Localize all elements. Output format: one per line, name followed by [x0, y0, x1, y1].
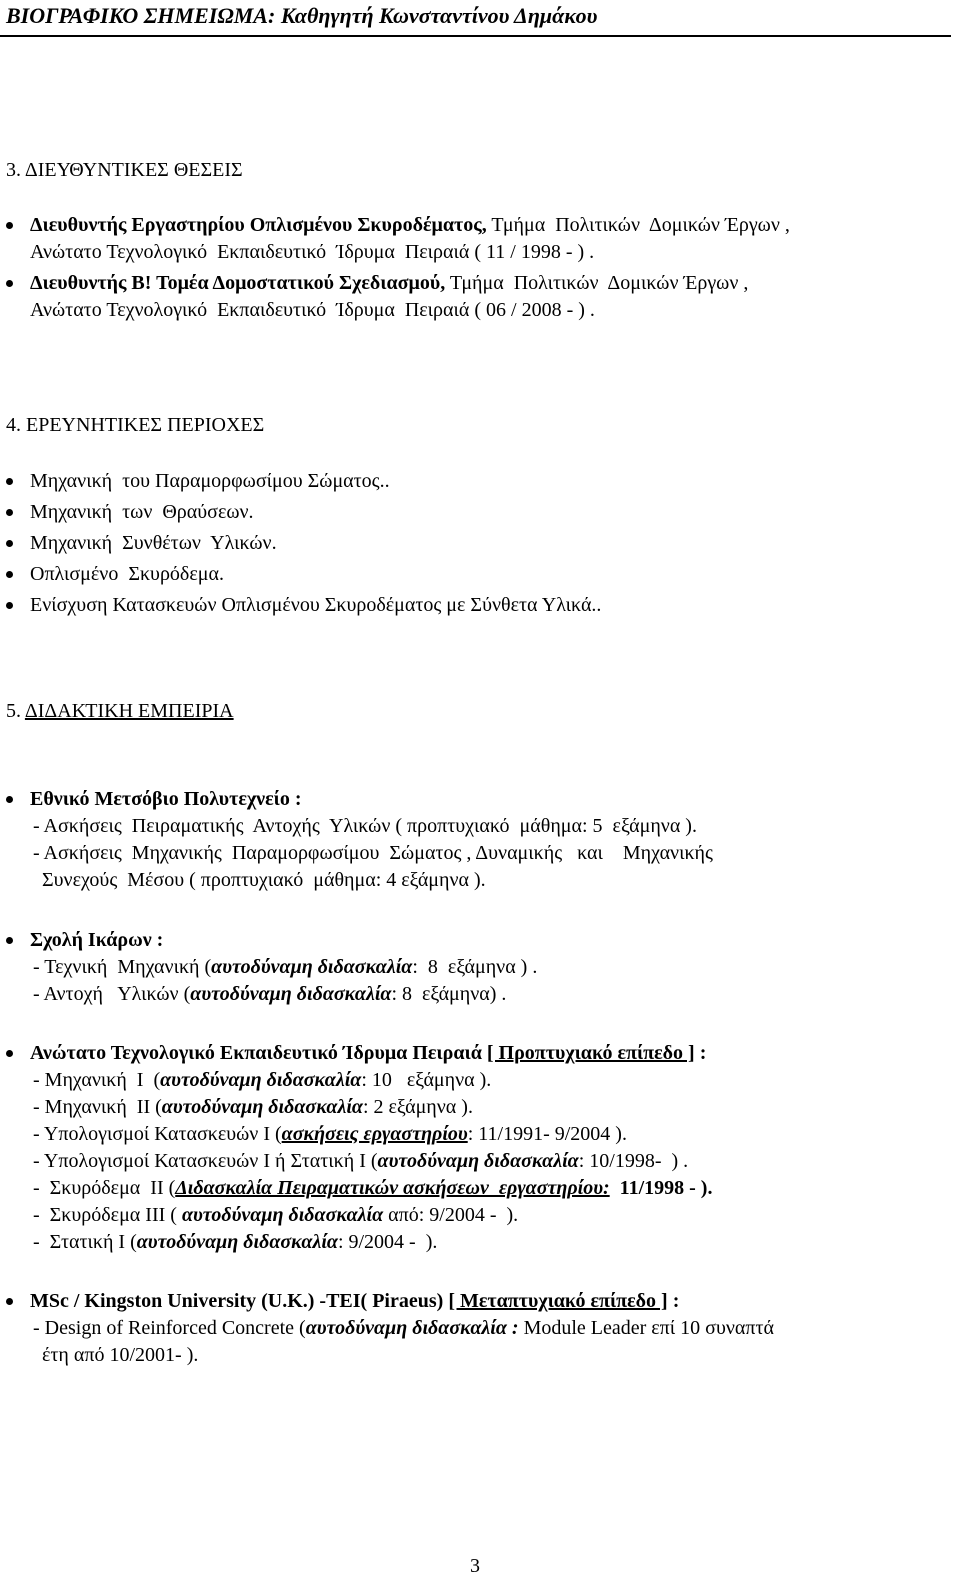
msc-line-2: έτη από 10/2001- ).: [42, 1344, 199, 1366]
section-5-heading: [6, 698, 234, 725]
section-5-heading-text: ΔΙΔΑΚΤΙΚΗ ΕΜΠΕΙΡΙΑ: [24, 700, 234, 722]
page-header: [6, 3, 597, 29]
section-4-item-5: Ενίσχυση Κατασκευών Οπλισμένου Σκυροδέματος με Σύνθετα Υλικά..: [30, 592, 944, 619]
ikaron-title: Σχολή Ικάρων :: [30, 929, 164, 951]
ikaron-block: [30, 927, 944, 1008]
ntua-block: [30, 786, 944, 894]
page-number: 3: [470, 1555, 480, 1577]
tei-level: [ Προπτυχιακό επίπεδο ]: [486, 1042, 695, 1064]
header-divider: [0, 35, 951, 37]
tei-line-4: - Υπολογισμοί Κατασκευών Ι ή Στατική Ι (αυτοδύναμη διδασκαλία: 10/1998- ) .: [33, 1150, 689, 1172]
ntua-line-3: Συνεχούς Μέσου ( προπτυχιακό μάθημα: 4 εξάμηνα ).: [42, 869, 486, 891]
header-label: ΒΙΟΓΡΑΦΙΚΟ ΣΗΜΕΙΩΜΑ:: [6, 3, 276, 28]
msc-title-line: MSc / Kingston University (U.K.) -TEI( Piraeus) [ Μεταπτυχιακό επίπεδο ] :: [30, 1290, 680, 1312]
section-4-item-4: Οπλισμένο Σκυρόδεμα.: [30, 561, 944, 588]
msc-title: MSc / Kingston University (U.K.) -TEI( Piraeus): [30, 1290, 444, 1312]
section-3-item-2-line-1: Διευθυντής Β! Τομέα Δομοστατικού Σχεδιασμού, Τμήμα Πολιτικών Δομικών Έργων ,: [30, 272, 749, 294]
tei-line-1: - Μηχανική Ι (αυτοδύναμη διδασκαλία: 10 εξάμηνα ).: [33, 1069, 492, 1091]
ntua-line-2: - Ασκήσεις Μηχανικής Παραμορφωσίμου Σώματος , Δυναμικής και Μηχανικής: [33, 842, 713, 864]
section-3-item-1-line-1: Διευθυντής Εργαστηρίου Οπλισμένου Σκυροδέματος, Τμήμα Πολιτικών Δομικών Έργων ,: [30, 214, 790, 236]
section-3-item-2: [30, 270, 944, 324]
section-3-item-1-bold: Διευθυντής Εργαστηρίου Οπλισμένου Σκυροδέματος,: [30, 214, 487, 236]
tei-line-6: - Σκυρόδεμα ΙΙΙ ( αυτοδύναμη διδασκαλία από: 9/2004 - ).: [33, 1204, 519, 1226]
ntua-title: Εθνικό Μετσόβιο Πολυτεχνείο :: [30, 788, 302, 810]
ikaron-line-1: - Τεχνική Μηχανική (αυτοδύναμη διδασκαλία: 8 εξάμηνα ) .: [33, 956, 538, 978]
section-5-heading-number: 5.: [6, 700, 21, 722]
tei-line-2: - Μηχανική ΙΙ (αυτοδύναμη διδασκαλία: 2 εξάμηνα ).: [33, 1096, 473, 1118]
ntua-line-1: - Ασκήσεις Πειραματικής Αντοχής Υλικών ( προπτυχιακό μάθημα: 5 εξάμηνα ).: [33, 815, 697, 837]
tei-title: Ανώτατο Τεχνολογικό Εκπαιδευτικό Ίδρυμα Πειραιά: [30, 1042, 482, 1064]
section-4-heading: 4. ΕΡΕΥΝΗΤΙΚΕΣ ΠΕΡΙΟΧΕΣ: [6, 414, 265, 436]
tei-title-line: Ανώτατο Τεχνολογικό Εκπαιδευτικό Ίδρυμα Πειραιά [ Προπτυχιακό επίπεδο ] :: [30, 1042, 707, 1064]
section-3-heading: 3. ΔΙΕΥΘΥΝΤΙΚΕΣ ΘΕΣΕΙΣ: [6, 159, 243, 181]
msc-level: [ Μεταπτυχιακό επίπεδο ]: [448, 1290, 668, 1312]
ikaron-line-2: - Αντοχή Υλικών (αυτοδύναμη διδασκαλία: 8 εξάμηνα) .: [33, 983, 507, 1005]
header-person: Καθηγητή Κωνσταντίνου Δημάκου: [280, 3, 598, 28]
section-3-item-2-bold: Διευθυντής Β! Τομέα Δομοστατικού Σχεδιασμού,: [30, 272, 446, 294]
section-3-item-2-line-2: Ανώτατο Τεχνολογικό Εκπαιδευτικό Ίδρυμα Πειραιά ( 06 / 2008 - ) .: [30, 299, 595, 321]
tei-block: [30, 1040, 944, 1256]
tei-line-5: - Σκυρόδεμα ΙΙ (Διδασκαλία Πειραματικών ασκήσεων εργαστηρίου: 11/1998 - ).: [33, 1177, 713, 1199]
section-3-item-1-line-2: Ανώτατο Τεχνολογικό Εκπαιδευτικό Ίδρυμα Πειραιά ( 11 / 1998 - ) .: [30, 241, 595, 263]
tei-line-3: - Υπολογισμοί Κατασκευών Ι (ασκήσεις εργαστηρίου: 11/1991- 9/2004 ).: [33, 1123, 627, 1145]
section-4-item-1: Μηχανική του Παραμορφωσίμου Σώματος..: [30, 468, 944, 495]
section-4-item-2: Μηχανική των Θραύσεων.: [30, 499, 944, 526]
msc-line-1: - Design of Reinforced Concrete (αυτοδύναμη διδασκαλία : Module Leader επί 10 συναπτά: [33, 1317, 774, 1339]
section-3-item-1: [30, 212, 944, 266]
section-4-item-3: Μηχανική Συνθέτων Υλικών.: [30, 530, 944, 557]
msc-block: [30, 1288, 944, 1369]
tei-line-7: - Στατική Ι (αυτοδύναμη διδασκαλία: 9/2004 - ).: [33, 1231, 438, 1253]
